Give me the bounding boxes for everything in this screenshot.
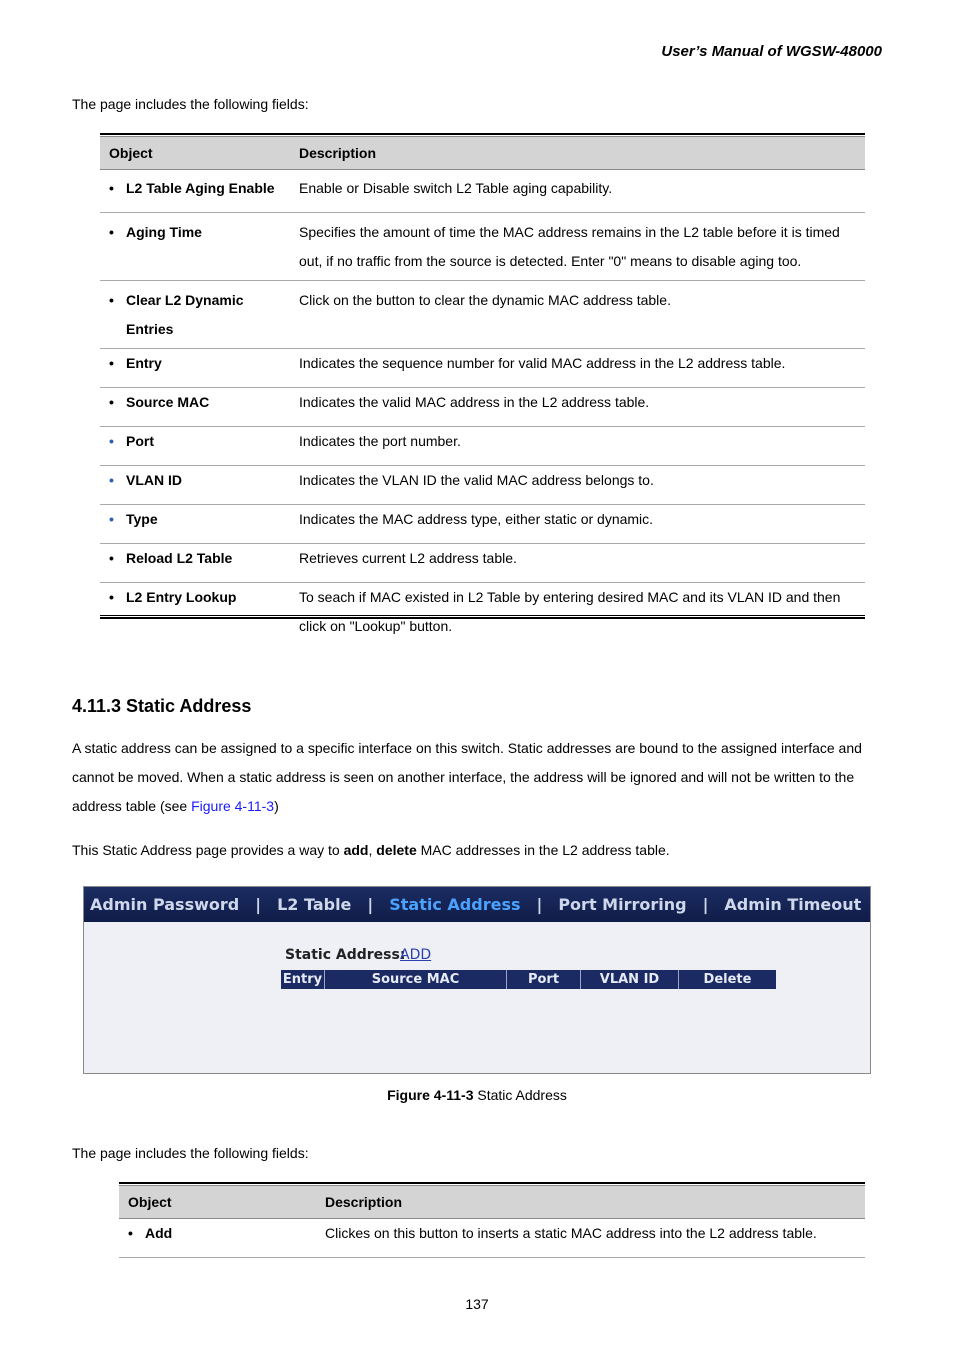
object-description: Indicates the port number. [290,427,865,466]
bullet-icon: • [109,433,114,449]
table-row [100,349,865,388]
section-heading: 4.11.3 Static Address [72,696,252,716]
keyword-add: add [343,842,369,858]
bullet-icon: • [109,472,114,488]
table-row [119,1219,865,1258]
table-bottom-rule [100,615,865,619]
bullet-icon: • [109,180,114,196]
paragraph-comma: , [368,842,377,858]
object-description: Indicates the sequence number for valid MAC address in the L2 address table. [290,349,865,388]
column-source-mac: Source MAC [325,970,507,989]
nav-separator: | [255,895,262,914]
object-name: Add [145,1225,173,1241]
table-row [100,544,865,583]
column-header-description: Description [290,137,865,170]
column-port: Port [507,970,581,989]
column-header-object: Object [119,1186,316,1219]
static-address-label: Static Address: [285,947,406,963]
object-description: Specifies the amount of time the MAC address remains in the L2 table before it is timed out, if no traffic from the source is detected. Enter "0" means to disable aging too. [290,213,865,281]
object-name: Type [126,511,158,527]
bullet-icon: • [109,292,114,308]
column-header-description: Description [316,1186,865,1219]
object-description: Indicates the VLAN ID the valid MAC address belongs to. [290,466,865,505]
object-description: Retrieves current L2 address table. [290,544,865,583]
figure-caption [0,1087,954,1103]
column-entry: Entry [281,970,325,989]
static-address-table-header [281,970,776,989]
object-description: Click on the button to clear the dynamic MAC address table. [290,281,865,349]
object-description: Indicates the valid MAC address in the L2 address table. [290,388,865,427]
nav-admin-timeout[interactable]: Admin Timeout [724,895,862,914]
object-name: Source MAC [126,394,210,410]
bullet-icon: • [109,511,114,527]
object-name: Reload L2 Table [126,550,233,566]
column-delete: Delete [703,972,752,987]
paragraph-text-end: MAC addresses in the L2 address table. [416,842,670,858]
nav-separator: | [367,895,374,914]
nav-port-mirroring[interactable]: Port Mirroring [558,895,687,914]
bullet-icon: • [128,1225,133,1241]
table-row [100,281,865,349]
nav-admin-password[interactable]: Admin Password [90,895,240,914]
column-header-object: Object [100,137,290,170]
paragraph-text-end: ) [274,798,279,814]
nav-separator: | [702,895,709,914]
object-name: Port [126,433,154,449]
object-name: Aging Time [126,224,202,240]
fields-table-2 [119,1185,865,1258]
nav-l2-table[interactable]: L2 Table [277,895,352,914]
caption-label: Figure 4-11-3 [387,1087,474,1103]
object-description: Enable or Disable switch L2 Table aging capability. [290,170,865,213]
bullet-icon: • [109,394,114,410]
object-name: L2 Table Aging Enable [126,180,275,196]
table-row [100,505,865,544]
keyword-delete: delete [376,842,417,858]
paragraph-text: A static address can be assigned to a specific interface on this switch. Static addresses are bound to the assigned interface and cannot be moved. When a static address is seen on another interface, the address will be ignored and will not be written to the address table (see [72,740,862,814]
bullet-icon: • [109,355,114,371]
object-name: L2 Entry Lookup [126,589,237,605]
settings-nav-bar [84,887,870,922]
add-link[interactable]: ADD [400,947,432,963]
section-paragraph [72,734,884,821]
bullet-icon: • [109,224,114,240]
table-row [100,427,865,466]
table-row [100,170,865,213]
column-vlan-id: VLAN ID [581,970,679,989]
table-row [100,466,865,505]
table-row [100,388,865,427]
nav-static-address[interactable]: Static Address [389,895,521,914]
static-address-intro [72,842,670,858]
table-row [100,213,865,281]
static-address-screenshot [83,886,871,1074]
nav-separator: | [536,895,543,914]
intro-paragraph-2: The page includes the following fields: [72,1145,309,1161]
figure-link[interactable]: Figure 4-11-3 [191,798,275,814]
object-name: VLAN ID [126,472,182,488]
bullet-icon: • [109,589,114,605]
object-description: To seach if MAC existed in L2 Table by entering desired MAC and its VLAN ID and then click on "Lookup" button. [299,589,841,634]
object-name: Clear L2 Dynamic Entries [126,292,244,337]
intro-paragraph: The page includes the following fields: [72,96,309,112]
page-number: 137 [465,1296,489,1312]
fields-table [100,136,865,645]
bullet-icon: • [109,550,114,566]
paragraph-text: This Static Address page provides a way to [72,842,344,858]
object-name: Entry [126,355,162,371]
object-description: Clickes on this button to inserts a static MAC address into the L2 address table. [316,1219,865,1258]
object-description: Indicates the MAC address type, either static or dynamic. [290,505,865,544]
manual-header-title: User’s Manual of WGSW-48000 [661,43,882,60]
table-row [100,583,865,646]
caption-text: Static Address [473,1087,567,1103]
